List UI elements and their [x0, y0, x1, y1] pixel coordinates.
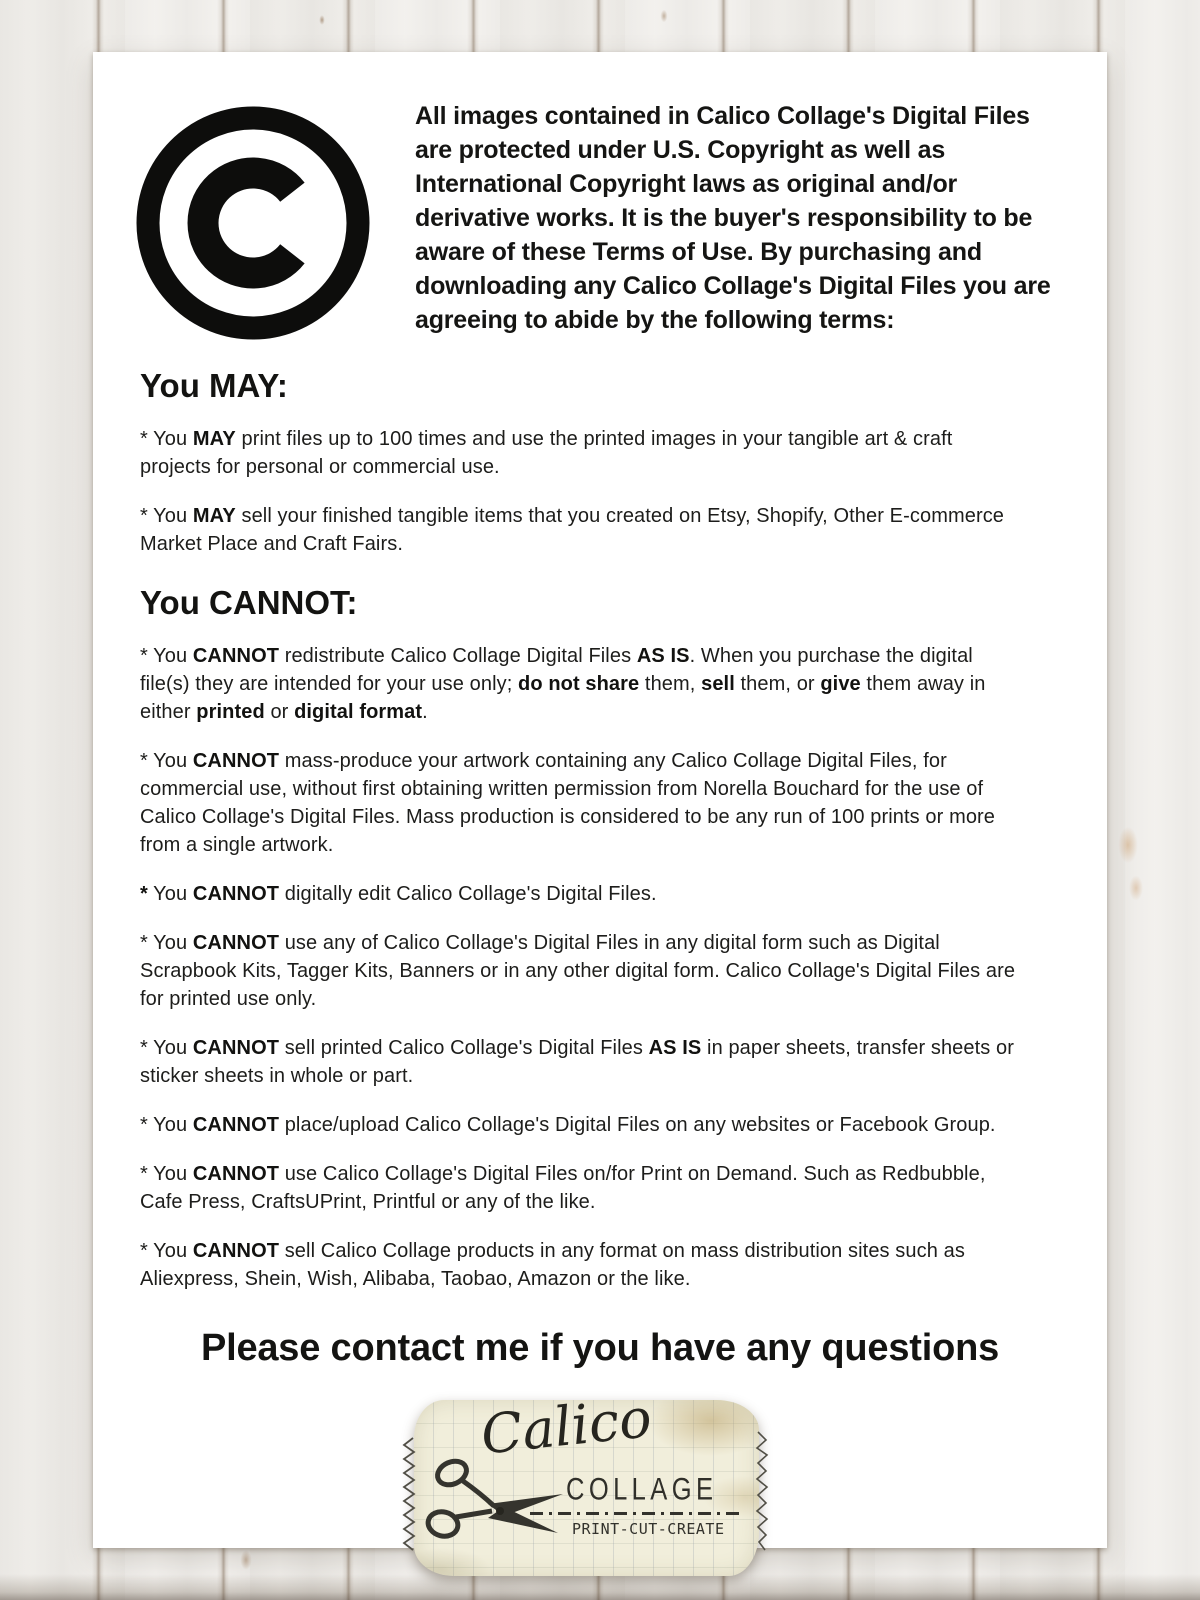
terms-item: * You CANNOT digitally edit Calico Collage's Digital Files. [140, 883, 657, 905]
terms-item: * You CANNOT sell Calico Collage products in any format on mass distribution sites such as Aliexpress, Shein, Wish, Alibaba, Taobao, Amazon or the like. [140, 1240, 965, 1290]
logo-script-name: Calico [478, 1386, 655, 1467]
may-list [93, 425, 1107, 558]
logo-caps-name: COLLAGE [566, 1472, 718, 1508]
contact-line: Please contact me if you have any questions [200, 1327, 1000, 1369]
copyright-icon [135, 105, 371, 341]
stitch-right-icon [753, 1430, 771, 1554]
section-heading-may: You MAY: [140, 367, 288, 404]
logo-cut-line [530, 1512, 744, 1515]
terms-item: * You CANNOT use Calico Collage's Digital Files on/for Print on Demand. Such as Redbubble, Cafe Press, CraftsUPrint, Printful or any of the like. [140, 1163, 986, 1213]
cannot-list [93, 642, 1107, 1293]
logo-tagline: PRINT-CUT-CREATE [572, 1520, 725, 1538]
section-heading-cannot: You CANNOT: [140, 584, 358, 621]
terms-item: * You CANNOT sell printed Calico Collage's Digital Files AS IS in paper sheets, transfer sheets or sticker sheets in whole or part. [140, 1037, 1015, 1087]
terms-item: * You CANNOT place/upload Calico Collage's Digital Files on any websites or Facebook Group. [140, 1114, 996, 1136]
header-row [93, 52, 1107, 341]
terms-item: * You CANNOT mass-produce your artwork containing any Calico Collage Digital Files, for commercial use, without first obtaining written permission from Norella Bouchard for the use of Calico Collage's Digital Files. Mass production is considered to be any run of 100 prints or more from a single artwork. [140, 750, 996, 856]
intro-text: All images contained in Calico Collage's Digital Files are protected under U.S. Copyright as well as International Copyright laws as original and/or derivative works. It is the buyer's responsibility to be aware of these Terms of Use. By purchasing and downloading any Calico Collage's Digital Files you are agreeing to abide by the following terms: [415, 102, 1051, 334]
terms-sheet [93, 52, 1107, 1548]
scissors-icon [422, 1454, 572, 1544]
calico-collage-logo [414, 1386, 759, 1576]
stitch-left-icon [400, 1436, 418, 1556]
terms-item: * You CANNOT redistribute Calico Collage Digital Files AS IS. When you purchase the digital file(s) they are intended for your use only; do not share them, sell them, or give them away in either printed or digital format. [140, 645, 986, 723]
terms-item: * You MAY sell your finished tangible items that you created on Etsy, Shopify, Other E-commerce Market Place and Craft Fairs. [140, 505, 1005, 555]
terms-item: * You MAY print files up to 100 times and use the printed images in your tangible art & craft projects for personal or commercial use. [140, 428, 953, 478]
terms-item: * You CANNOT use any of Calico Collage's Digital Files in any digital form such as Digital Scrapbook Kits, Tagger Kits, Banners or in any other digital form. Calico Collage's Digital Files are for printed use only. [140, 932, 1016, 1010]
